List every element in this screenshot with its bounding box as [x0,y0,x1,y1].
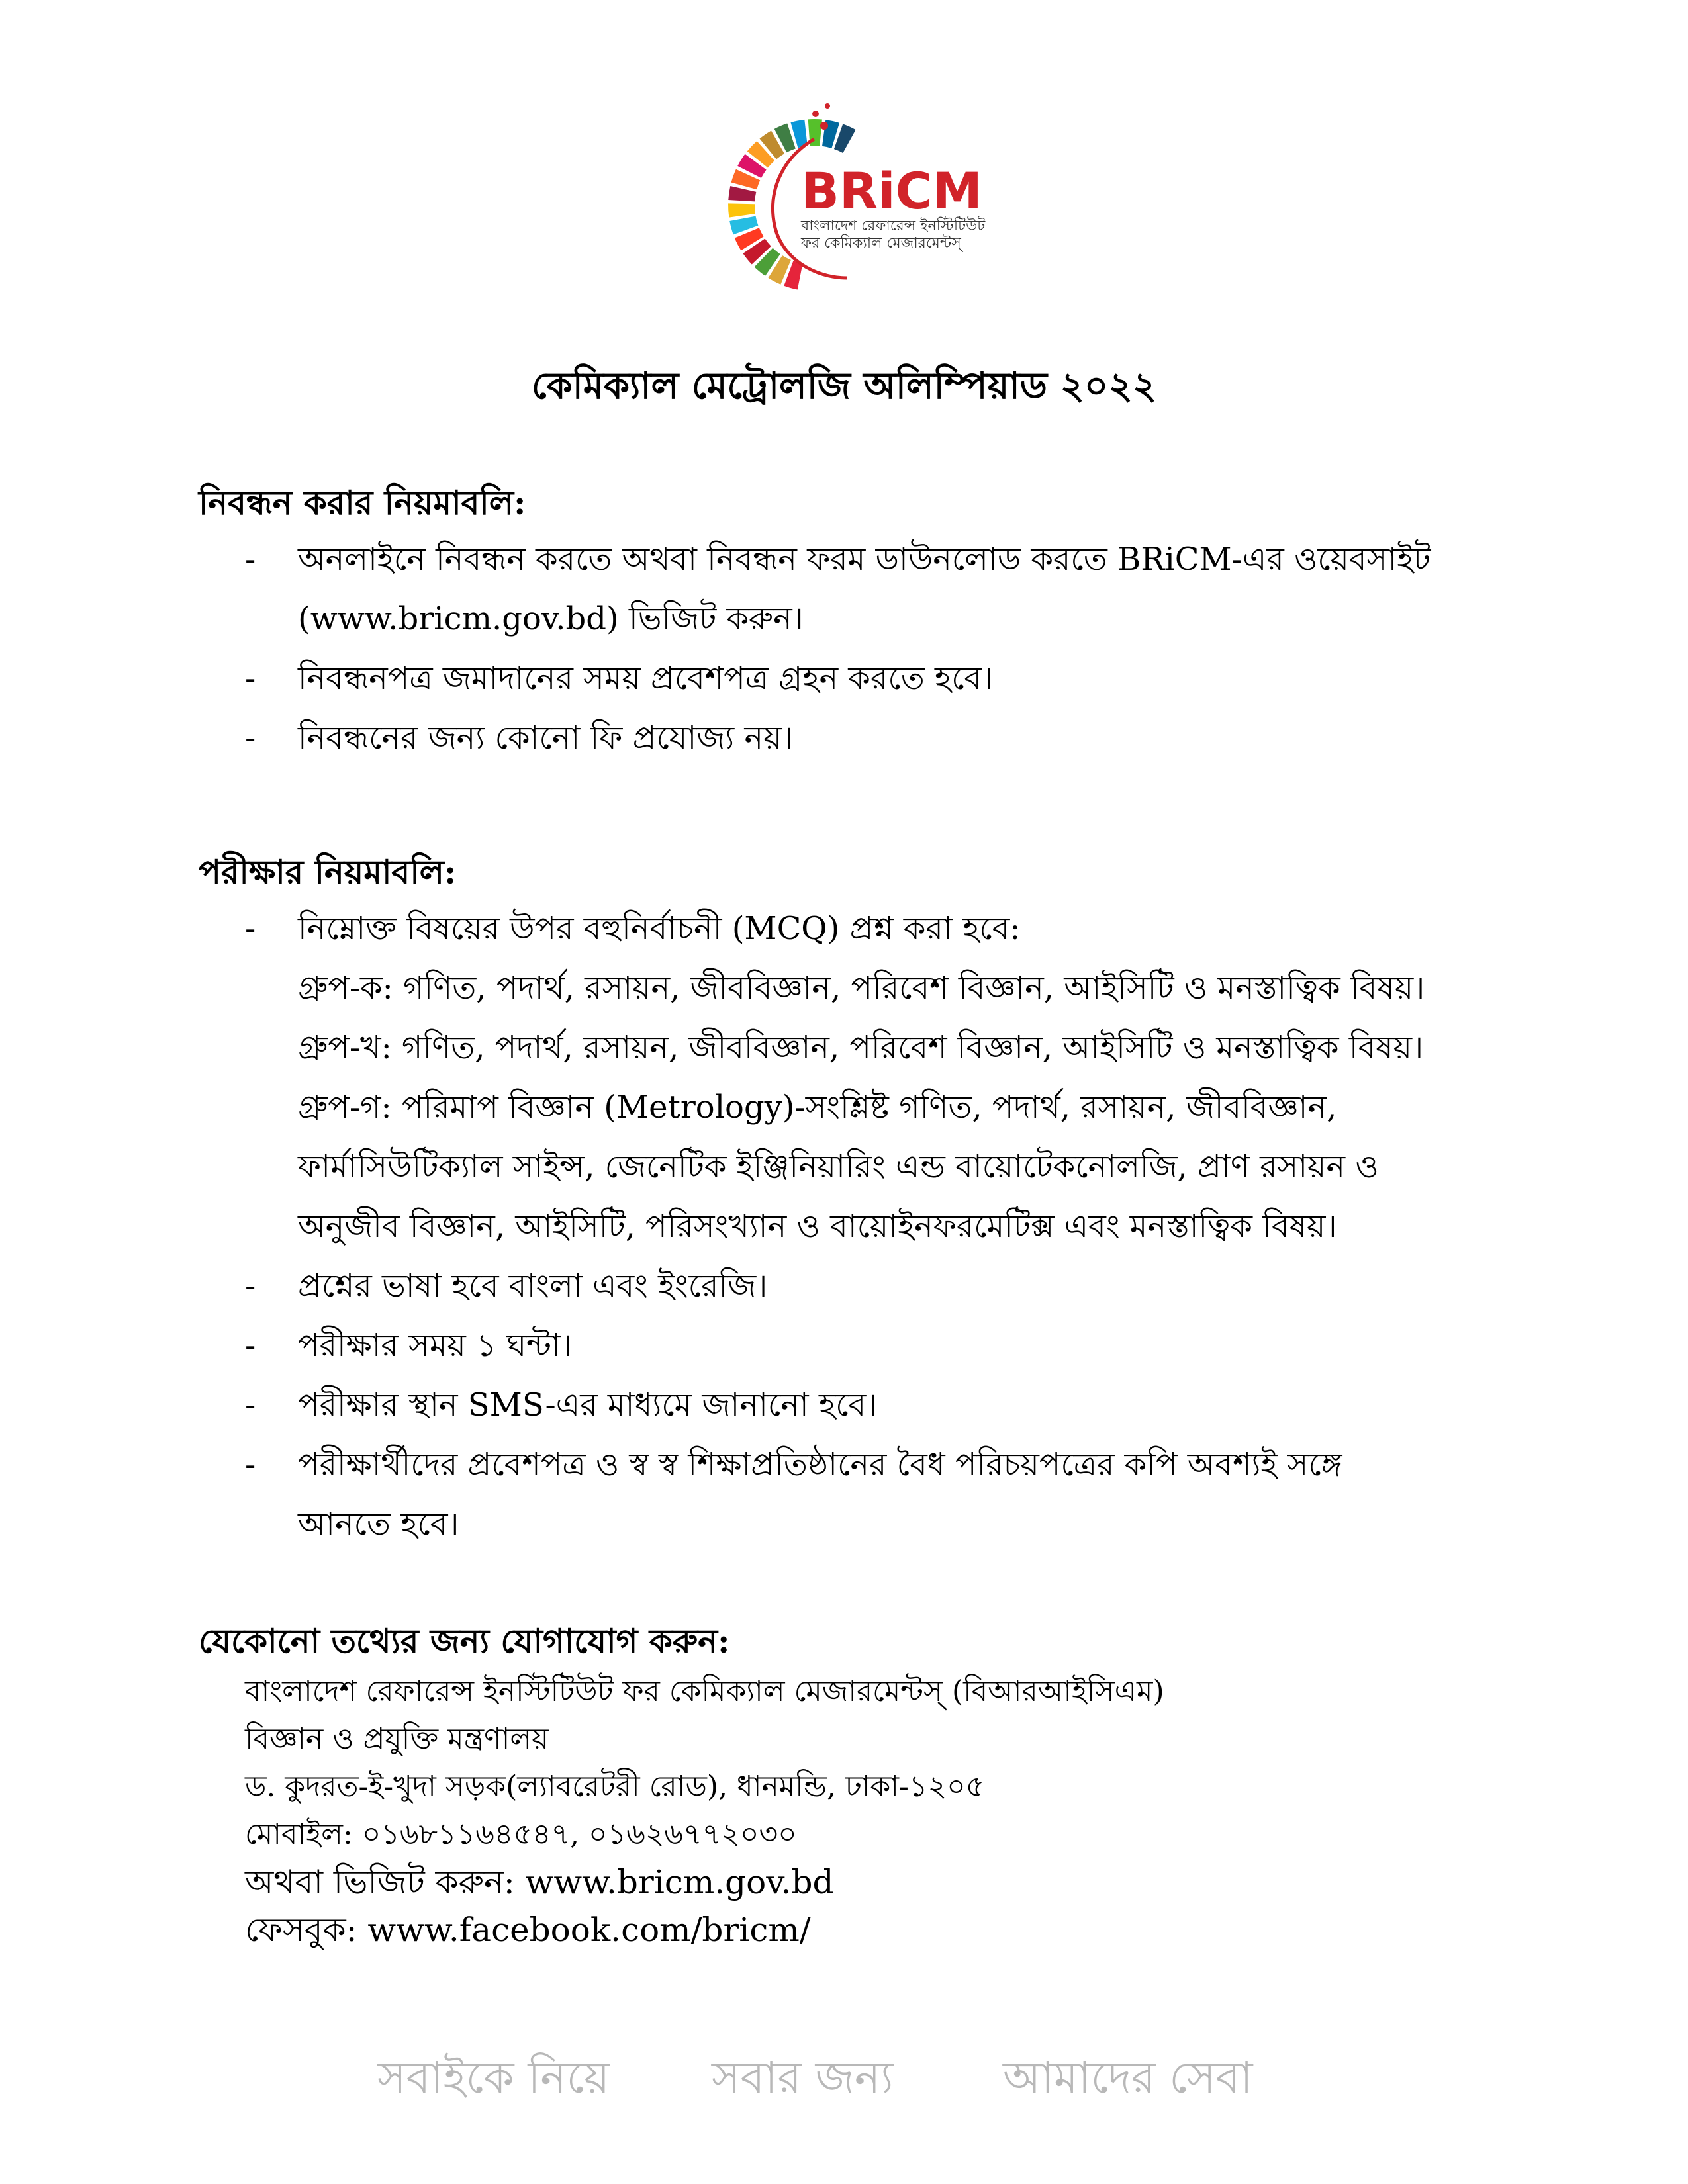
bricm-logo [702,99,1006,298]
contact-section [199,1615,1536,1954]
list-item [199,649,1536,708]
list-item-text: আনতে হবে। [298,1506,459,1543]
list-item-text: অনুজীব বিজ্ঞান, আইসিটি, পরিসংখ্যান ও বায়োইনফরমেটিক্স এবং মনস্তাত্বিক বিষয়। [298,1208,1337,1245]
list-item-text: ফার্মাসিউটিক্যাল সাইন্স, জেনেটিক ইঞ্জিনিয়ারিং এন্ড বায়োটেকনোলজি, প্রাণ রসায়ন ও [298,1148,1379,1185]
contact-organization: বাংলাদেশ রেফারেন্স ইনস্টিটিউট ফর কেমিক্যাল মেজারমেন্টস্ (বিআরআইসিএম) [245,1674,1164,1708]
list-item-text: - অনলাইনে নিবন্ধন করতে অথবা নিবন্ধন ফরম ডাউনলোড করতে BRiCM-এর ওয়েবসাইট [298,541,1431,578]
contact-website: অথবা ভিজিট করুন: www.bricm.gov.bd [245,1863,834,1901]
logo-tagline-line2: ফর কেমিক্যাল মেজারমেন্টস্ [801,235,961,251]
logo-tagline-line1: বাংলাদেশ রেফারেন্স ইনস্টিটিউট [801,218,986,234]
list-item-text: - প্রশ্নের ভাষা হবে বাংলা এবং ইংরেজি। [298,1267,768,1304]
logo-ring-segment [728,203,755,217]
contact-details [199,1668,1536,1954]
list-item [199,1316,1536,1375]
list-item-text: - পরীক্ষার্থীদের প্রবেশপত্র ও স্ব স্ব শিক্ষাপ্রতিষ্ঠানের বৈধ পরিচয়পত্রের কপি অবশ্যই সঙ্গে [298,1446,1342,1483]
list-item-text: - নিবন্ধনের জন্য কোনো ফি প্রযোজ্য নয়। [298,719,794,756]
contact-mobile: মোবাইল: ০১৬৮১১৬৪৫৪৭, ০১৬২৬৭৭২০৩০ [245,1817,797,1851]
registration-list [199,529,1536,768]
list-item [199,529,1536,649]
exam-heading: পরীক্ষার নিয়মাবলি: [199,852,457,891]
slogan-text: সবার জন্য [712,2052,894,2103]
registration-section [199,477,1536,768]
contact-ministry: বিজ্ঞান ও প্রযুক্তি মন্ত্রণালয় [245,1722,549,1756]
footer-slogans [0,2045,1688,2111]
logo-wordmark: BRiCM [801,161,982,220]
list-item [199,708,1536,768]
list-item [199,1375,1536,1435]
slogan-text: আমাদের সেবা [1003,2052,1253,2103]
contact-address: ড. কুদরত-ই-খুদা সড়ক(ল্যাবরেটরী রোড), ধানমন্ডি, ঢাকা-১২০৫ [245,1770,985,1803]
exam-list [199,899,1536,1554]
contact-heading: যেকোনো তথ্যের জন্য যোগাযোগ করুন: [199,1621,730,1661]
contact-facebook: ফেসবুক: www.facebook.com/bricm/ [245,1911,811,1949]
bricm-logo-graphic [702,99,1006,298]
list-item [199,1435,1536,1554]
document-title: কেমিক্যাল মেট্রোলজি অলিম্পিয়াড ২০২২ [531,364,1157,408]
list-item-text: গ্রুপ-গ: পরিমাপ বিজ্ঞান (Metrology)-সংশ্লিষ্ট গণিত, পদার্থ, রসায়ন, জীববিজ্ঞান, [298,1089,1337,1126]
logo-ring-segment [728,186,756,201]
list-item [199,1256,1536,1316]
list-item-text: গ্রুপ-ক: গণিত, পদার্থ, রসায়ন, জীববিজ্ঞান, পরিবেশ বিজ্ঞান, আইসিটি ও মনস্তাত্বিক বিষয়। [298,970,1425,1007]
list-item-text: (www.bricm.gov.bd) ভিজিট করুন। [298,600,804,637]
list-item-text: - পরীক্ষার সময় ১ ঘন্টা। [298,1327,572,1364]
list-item-text: গ্রুপ-খ: গণিত, পদার্থ, রসায়ন, জীববিজ্ঞান, পরিবেশ বিজ্ঞান, আইসিটি ও মনস্তাত্বিক বিষয়। [298,1029,1424,1066]
list-item-text: - পরীক্ষার স্থান SMS-এর মাধ্যমে জানানো হবে। [298,1387,878,1424]
list-item-text: - নিম্নোক্ত বিষয়ের উপর বহুনির্বাচনী (MCQ) প্রশ্ন করা হবে: [298,910,1021,947]
exam-section [199,846,1536,1554]
registration-heading: নিবন্ধন করার নিয়মাবলি: [199,483,526,522]
list-item [199,899,1536,1256]
slogan-text: সবাইকে নিয়ে [377,2052,610,2103]
list-item-text: - নিবন্ধনপত্র জমাদানের সময় প্রবেশপত্র গ্রহন করতে হবে। [298,660,994,697]
